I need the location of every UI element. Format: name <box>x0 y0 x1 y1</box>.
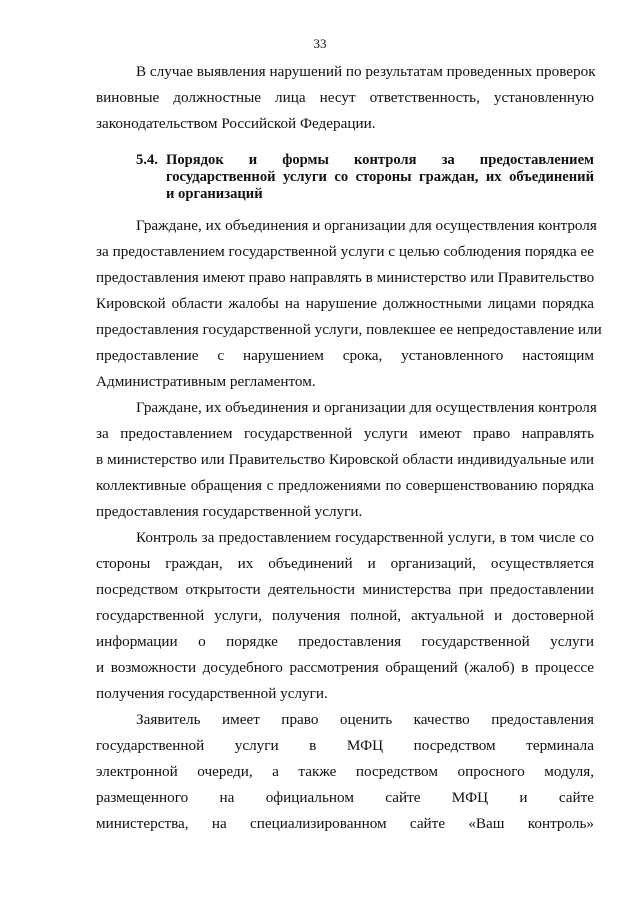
section-title-line: Порядок и формы контроля за предоставлением <box>166 152 594 168</box>
text-line: стороны граждан, их объединений и организаций, осуществляется <box>96 555 594 572</box>
text-line: государственной услуги в МФЦ посредством терминала <box>96 737 594 754</box>
text-line: размещенного на официальном сайте МФЦ и сайте <box>96 789 594 806</box>
text-line: предоставления имеют право направлять в министерство или Правительство <box>96 269 595 286</box>
text-line: за предоставлением государственной услуги с целью соблюдения порядка ее <box>96 243 594 260</box>
text-line: информации о порядке предоставления государственной услуги <box>96 633 594 650</box>
text-line: в министерство или Правительство Кировской области индивидуальные или <box>96 451 594 468</box>
text-line: предоставления государственной услуги. <box>96 503 363 520</box>
text-line: Граждане, их объединения и организации для осуществления контроля <box>136 217 597 234</box>
text-line: Граждане, их объединения и организации для осуществления контроля <box>136 399 597 416</box>
text-line: В случае выявления нарушений по результатам проведенных проверок <box>136 63 596 80</box>
text-line: государственной услуги, получения полной, актуальной и достоверной <box>96 607 594 624</box>
text-line: предоставление с нарушением срока, установленного настоящим <box>96 347 594 364</box>
text-line: Кировской области жалобы на нарушение должностными лицами порядка <box>96 295 594 312</box>
text-line: за предоставлением государственной услуги имеют право направлять <box>96 425 594 442</box>
text-line: получения государственной услуги. <box>96 685 328 702</box>
text-line: посредством открытости деятельности министерства при предоставлении <box>96 581 594 598</box>
text-line: Заявитель имеет право оценить качество предоставления <box>136 711 594 728</box>
text-line: коллективные обращения с предложениями по совершенствованию порядка <box>96 477 594 494</box>
text-line: Контроль за предоставлением государственной услуги, в том числе со <box>136 529 594 546</box>
text-line: и возможности досудебного рассмотрения обращений (жалоб) в процессе <box>96 659 594 676</box>
section-number: 5.4. <box>136 152 158 168</box>
text-line: виновные должностные лица несут ответственность, установленную <box>96 89 594 106</box>
section-title-line: государственной услуги со стороны граждан, их объединений <box>166 169 594 185</box>
text-line: законодательством Российской Федерации. <box>96 115 376 132</box>
page-number: 33 <box>313 36 327 51</box>
text-line: электронной очереди, а также посредством опросного модуля, <box>96 763 594 780</box>
text-line: предоставления государственной услуги, повлекшее ее непредоставление или <box>96 321 602 338</box>
text-line: министерства, на специализированном сайте «Ваш контроль» <box>96 815 594 832</box>
text-line: Административным регламентом. <box>96 373 316 390</box>
section-title-line: и организаций <box>166 186 263 202</box>
